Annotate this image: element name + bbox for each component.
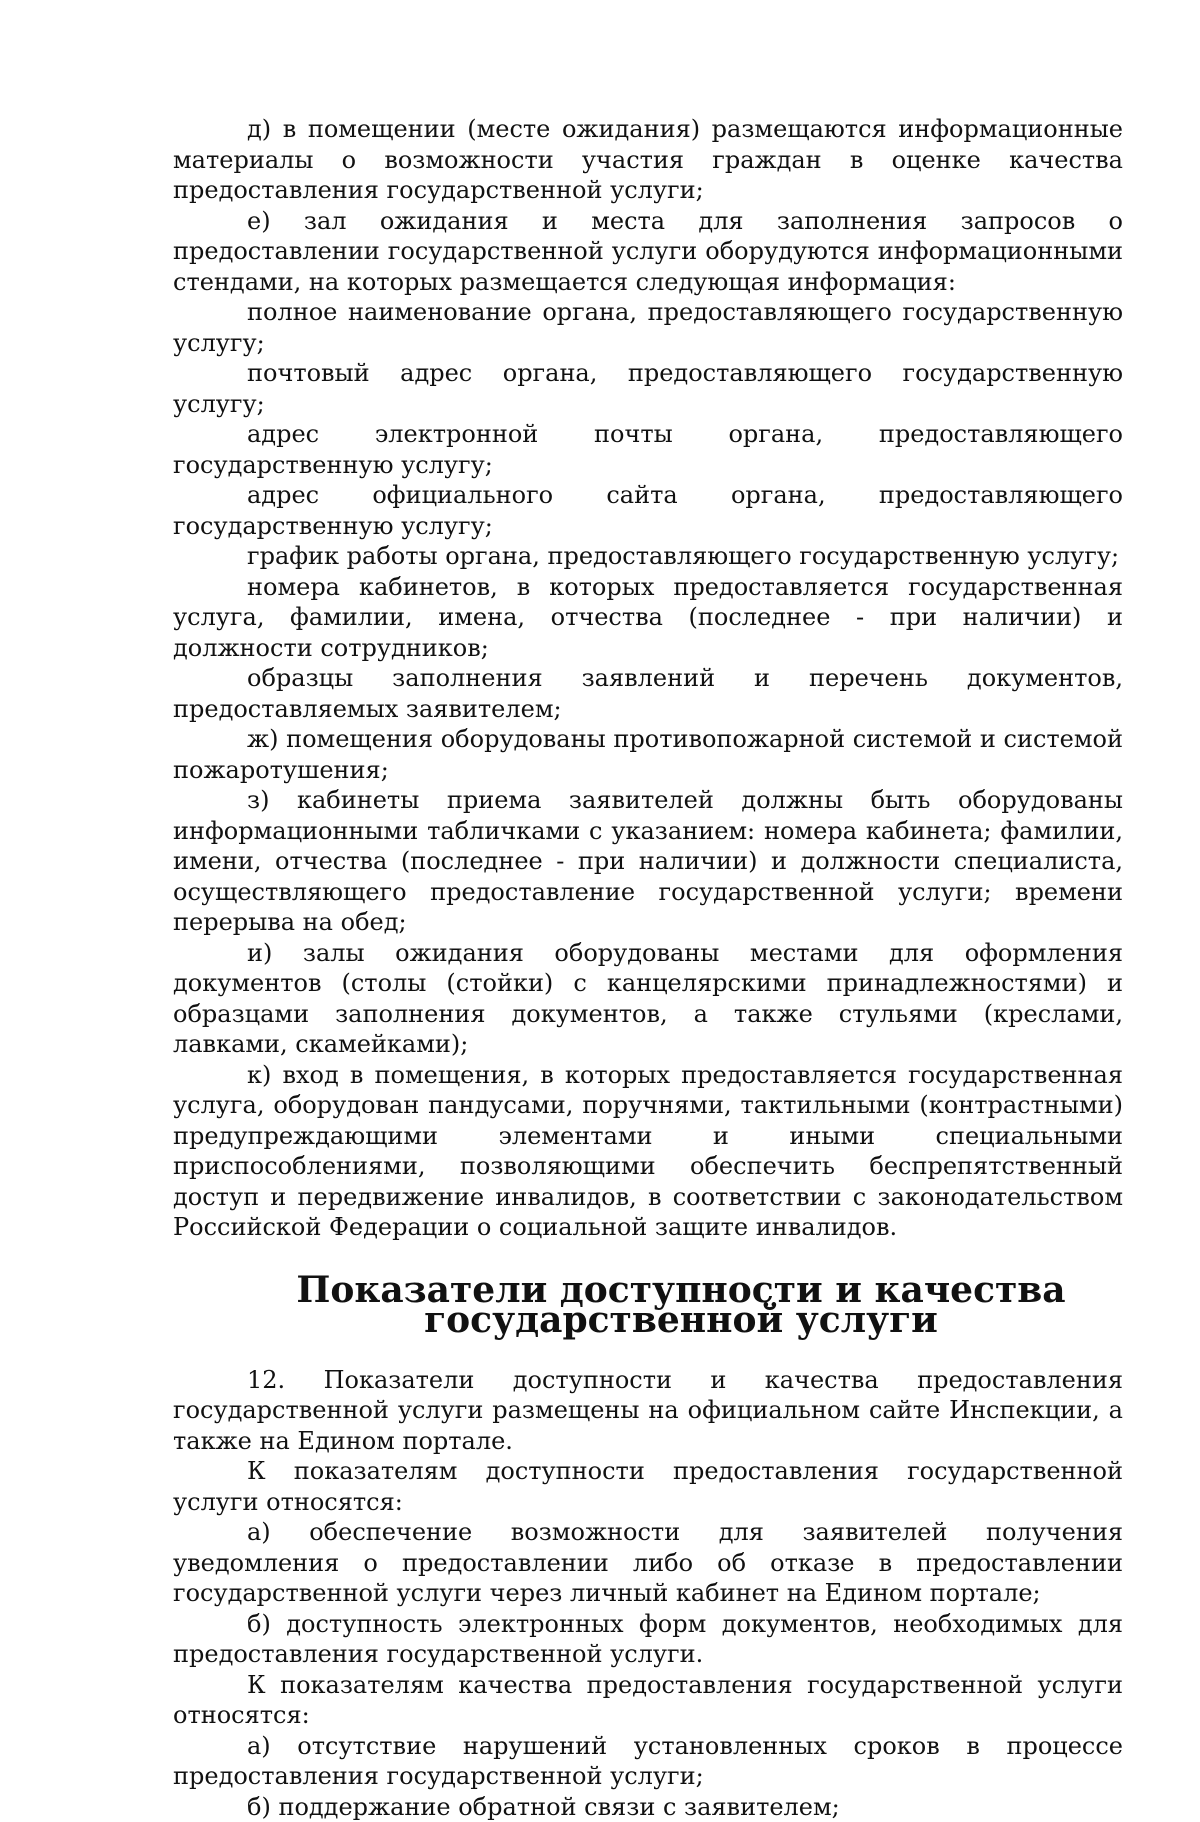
paragraph-i: и) залы ожидания оборудованы местами для оформления документов (столы (стойки) с канцелярскими принадлежностями) и образцами заполнения документов, а также стульями (креслами, лавками, скамейками); xyxy=(173,938,1123,1060)
list-item-email-address: адрес электронной почты органа, предоставляющего государственную услугу; xyxy=(173,419,1123,480)
list-item-work-schedule: график работы органа, предоставляющего государственную услугу; xyxy=(173,541,1123,572)
paragraph-e: е) зал ожидания и места для заполнения запросов о предоставлении государственной услуги оборудуются информационными стендами, на которых размещается следующая информация: xyxy=(173,206,1123,298)
list-item-sample-forms: образцы заполнения заявлений и перечень документов, предоставляемых заявителем; xyxy=(173,663,1123,724)
paragraph-k: к) вход в помещения, в которых предоставляется государственная услуга, оборудован пандусами, поручнями, тактильными (контрастными) предупреждающими элементами и иными специальными приспособлениями, позволяющими обеспечить беспрепятственный доступ и передвижение инвалидов, в соответствии с законодательством Российской Федерации о социальной защите инвалидов. xyxy=(173,1060,1123,1243)
paragraph-accessibility-b: б) доступность электронных форм документов, необходимых для предоставления государственной услуги. xyxy=(173,1609,1123,1670)
section-premises-requirements xyxy=(173,114,1123,1243)
paragraph-accessibility-intro: К показателям доступности предоставления государственной услуги относятся: xyxy=(173,1456,1123,1517)
paragraph-z: з) кабинеты приема заявителей должны быть оборудованы информационными табличками с указанием: номера кабинета; фамилии, имени, отчества (последнее - при наличии) и должности специалиста, осуществляющего предоставление государственной услуги; времени перерыва на обед; xyxy=(173,785,1123,938)
section-indicators xyxy=(173,1365,1123,1822)
list-item-full-name: полное наименование органа, предоставляющего государственную услугу; xyxy=(173,297,1123,358)
paragraph-accessibility-a: а) обеспечение возможности для заявителей получения уведомления о предоставлении либо об отказе в предоставлении государственной услуги через личный кабинет на Едином портале; xyxy=(173,1517,1123,1609)
paragraph-quality-a: а) отсутствие нарушений установленных сроков в процессе предоставления государственной услуги; xyxy=(173,1731,1123,1792)
list-item-postal-address: почтовый адрес органа, предоставляющего государственную услугу; xyxy=(173,358,1123,419)
paragraph-quality-intro: К показателям качества предоставления государственной услуги относятся: xyxy=(173,1670,1123,1731)
document-page xyxy=(173,114,1123,1822)
paragraph-zh: ж) помещения оборудованы противопожарной системой и системой пожаротушения; xyxy=(173,724,1123,785)
paragraph-d: д) в помещении (месте ожидания) размещаются информационные материалы о возможности участия граждан в оценке качества предоставления государственной услуги; xyxy=(173,114,1123,206)
paragraph-12: 12. Показатели доступности и качества предоставления государственной услуги размещены на официальном сайте Инспекции, а также на Едином портале. xyxy=(173,1365,1123,1457)
section-heading: Показатели доступности и качества государственной услуги xyxy=(173,1275,1123,1336)
list-item-website-address: адрес официального сайта органа, предоставляющего государственную услугу; xyxy=(173,480,1123,541)
paragraph-quality-b: б) поддержание обратной связи с заявителем; xyxy=(173,1792,1123,1822)
list-item-office-numbers: номера кабинетов, в которых предоставляется государственная услуга, фамилии, имена, отчества (последнее - при наличии) и должности сотрудников; xyxy=(173,572,1123,664)
